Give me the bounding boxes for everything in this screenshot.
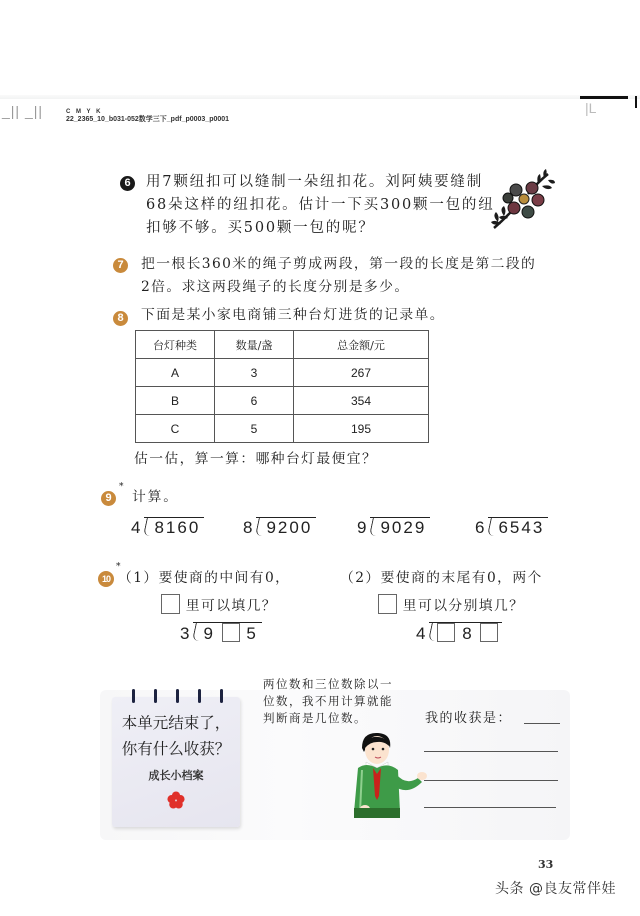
table-row (136, 359, 429, 387)
question-10-part2-line2 (378, 594, 524, 618)
question-9-star: * (119, 482, 124, 492)
table-row (136, 387, 429, 415)
crop-mark-top-right-vertical (635, 96, 637, 108)
question-9-badge: 9 (101, 491, 116, 506)
card-title-line2: 你有什么收获？ (121, 741, 231, 758)
answer-line[interactable] (424, 751, 558, 752)
crop-mark-top-right (580, 96, 628, 99)
table-row (136, 415, 429, 443)
growth-archive-card (112, 697, 240, 827)
divisor: 4 (416, 624, 428, 643)
divisor: 4 (131, 518, 143, 537)
digit: 5 (246, 624, 258, 643)
answer-box[interactable] (161, 594, 180, 614)
binder-ring (198, 689, 201, 703)
scan-edge (0, 95, 640, 99)
filename-text: 22_2365_10_b031-052数学三下_pdf_p0003_p0001 (66, 116, 230, 123)
question-6-text (146, 171, 495, 240)
cell-quantity: 5 (215, 415, 294, 443)
question-9-title: 计算。 (132, 489, 179, 505)
cell-type: A (136, 359, 215, 387)
cell-quantity: 6 (215, 387, 294, 415)
boy-speech-text (263, 676, 413, 727)
dividend (429, 622, 502, 644)
button-flower-icon (488, 166, 556, 234)
card-subtitle: 成长小档案 (148, 770, 204, 782)
q6-line-1: 用7颗纽扣可以缝制一朵纽扣花。刘阿姨要缝制 (146, 174, 484, 190)
digit-box[interactable] (222, 623, 240, 642)
header-lamp-type: 台灯种类 (136, 331, 215, 359)
division-problem-part1 (180, 622, 262, 644)
print-filename (66, 108, 229, 124)
question-7-text (141, 253, 536, 299)
boy-illustration-icon (340, 730, 430, 820)
divisor: 3 (180, 624, 192, 643)
question-10-star: * (116, 562, 121, 572)
divisor: 6 (475, 518, 487, 537)
question-10-part2-line1: （2）要使商的末尾有0，两个 (340, 570, 543, 586)
card-title-line1: 本单元结束了， (121, 715, 231, 732)
q6-line-3: 扣够不够。买500颗一包的呢？ (146, 220, 375, 236)
divisor: 8 (243, 518, 255, 537)
cell-total: 195 (294, 415, 429, 443)
speech-line-2: 位数，我不用计算就能 (263, 694, 393, 708)
dividend: 9029 (370, 517, 430, 538)
q6-line-2: 68朵这样的纽扣花。估计一下买300颗一包的纽 (146, 197, 495, 213)
speech-line-1: 两位数和三位数除以一 (263, 677, 393, 691)
binder-ring (132, 689, 135, 703)
digit: 8 (462, 624, 474, 643)
part2-question: 里可以分别填几？ (402, 598, 525, 614)
q7-line-2: 2倍。求这两段绳子的长度分别是多少。 (141, 279, 410, 295)
lamp-record-table (135, 330, 429, 443)
watermark: 头条 @良友常伴娃 (495, 881, 616, 897)
division-problem (475, 517, 548, 538)
question-10-part1-line2 (161, 594, 277, 618)
speech-line-3: 判断商是几位数。 (263, 711, 367, 725)
answer-line[interactable] (424, 780, 558, 781)
header-quantity: 数量/盏 (215, 331, 294, 359)
answer-box[interactable] (378, 594, 397, 614)
binder-ring (154, 689, 157, 703)
divisor: 9 (357, 518, 369, 537)
page-number: 33 (538, 858, 554, 871)
dividend (193, 622, 261, 644)
cell-total: 354 (294, 387, 429, 415)
crop-marks-left: _|| _|| (2, 103, 44, 119)
part1-question: 里可以填几？ (185, 598, 277, 614)
division-problem-part2 (416, 622, 502, 644)
question-6-badge: 6 (120, 176, 135, 191)
digit-box[interactable] (480, 623, 498, 642)
cmyk-label: C M Y K (66, 109, 103, 115)
question-10-badge: 10 (98, 571, 114, 587)
question-8-intro: 下面是某小家电商铺三种台灯进货的记录单。 (141, 307, 445, 323)
header-total: 总金额/元 (294, 331, 429, 359)
dividend: 8160 (144, 517, 204, 538)
division-problem (357, 517, 430, 538)
cell-quantity: 3 (215, 359, 294, 387)
digit-box[interactable] (437, 623, 455, 642)
question-7-badge: 7 (113, 258, 128, 273)
question-8-prompt: 估一估，算一算：哪种台灯最便宜？ (134, 451, 378, 467)
question-10-part1-line1: （1）要使商的中间有0， (118, 570, 291, 586)
red-flower-icon (167, 791, 185, 809)
question-8-badge: 8 (113, 311, 128, 326)
cell-type: C (136, 415, 215, 443)
answer-line[interactable] (424, 807, 556, 808)
crop-marks-right: |L (585, 100, 597, 116)
digit: 9 (203, 624, 215, 643)
table-header-row (136, 331, 429, 359)
binder-ring (220, 689, 223, 703)
q7-line-1: 把一根长360米的绳子剪成两段，第一段的长度是第二段的 (141, 256, 537, 272)
dividend: 6543 (488, 517, 548, 538)
harvest-label: 我的收获是： (425, 711, 513, 726)
cell-type: B (136, 387, 215, 415)
binder-ring (176, 689, 179, 703)
answer-line[interactable] (524, 723, 560, 724)
division-problem (131, 517, 204, 538)
division-problem (243, 517, 316, 538)
cell-total: 267 (294, 359, 429, 387)
dividend: 9200 (256, 517, 316, 538)
